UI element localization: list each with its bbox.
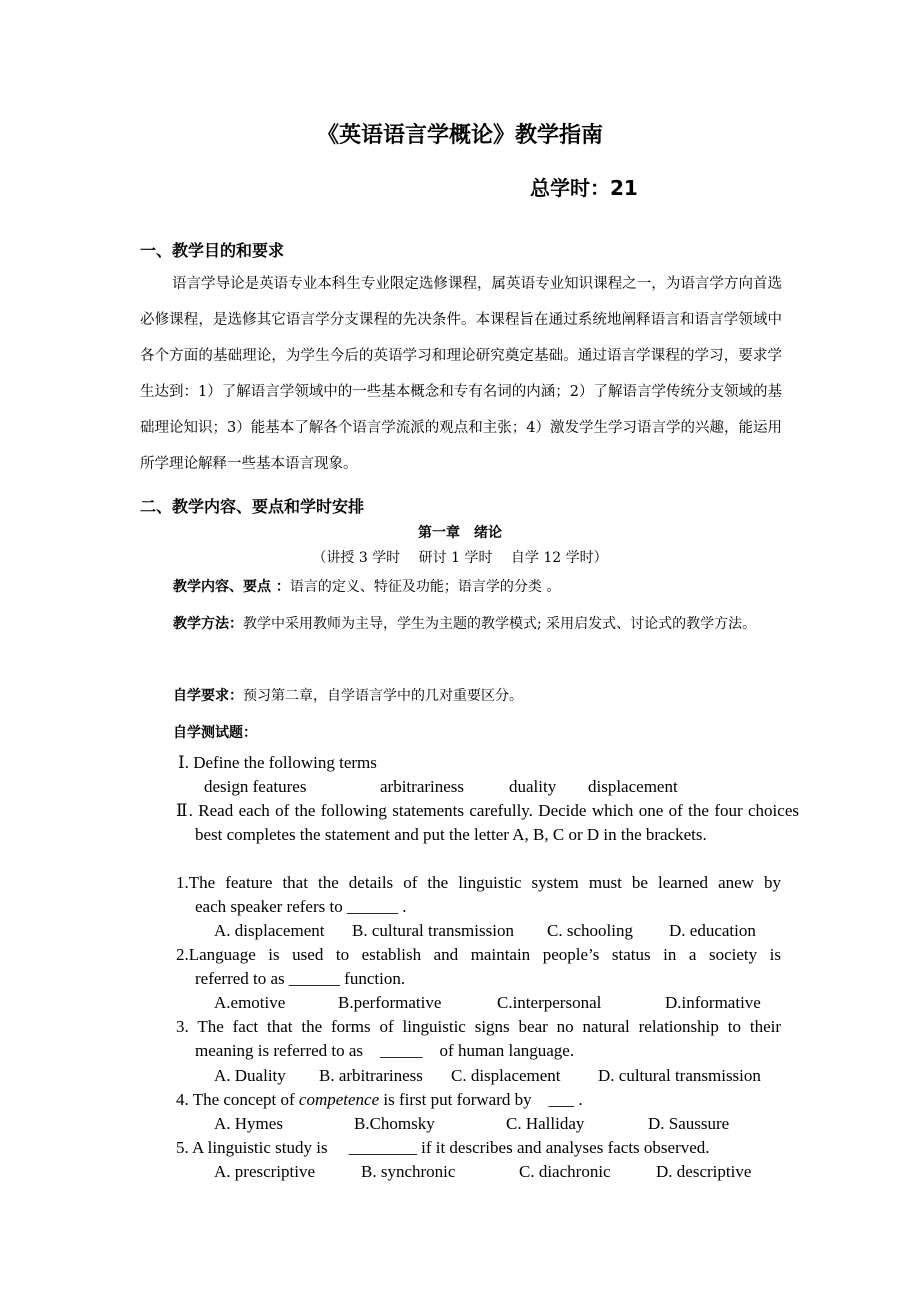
q4-stem-em: competence <box>298 1090 380 1109</box>
q5-option-b: B. synchronic <box>361 1162 456 1181</box>
q3-option-c: C. displacement <box>451 1066 561 1085</box>
q2-option-a: A.emotive <box>214 993 286 1012</box>
q2-stem-line1: 2.Language is used to establish and maintain people’s status in a society is <box>176 945 781 964</box>
content-text: 语言的定义、特征及功能；语言学的分类 。 <box>289 579 561 595</box>
q5-stem: 5. A linguistic study is ________ if it describes and analyses facts observed. <box>176 1138 710 1157</box>
chapter-title-text: 第一章 绪论 <box>418 525 502 541</box>
test-label: 自学测试题： <box>173 725 257 741</box>
q4-stem-pre: 4. The concept of <box>176 1090 299 1109</box>
q5-option-d: D. descriptive <box>656 1162 752 1181</box>
q1-option-c: C. schooling <box>547 921 633 940</box>
total-hours: 总学时：21 <box>530 176 638 200</box>
q4-stem-post: is first put forward by ___ . <box>379 1090 583 1109</box>
q5-option-c: C. diachronic <box>519 1162 611 1181</box>
method-line <box>140 606 782 642</box>
selfstudy-line <box>173 678 783 714</box>
q3-option-d: D. cultural transmission <box>598 1066 761 1085</box>
q4-option-b: B.Chomsky <box>354 1114 435 1133</box>
part1-label: Ⅰ. Define the following terms <box>178 753 377 772</box>
content-line <box>173 569 783 605</box>
part2-label: Ⅱ. Read each of the following statements carefully. Decide which one of the four choices best completes the statement and put the letter A, B, C or D in the brackets. <box>176 801 799 844</box>
q3-option-a: A. Duality <box>214 1066 286 1085</box>
q4-option-c: C. Halliday <box>506 1114 585 1133</box>
term-displacement: displacement <box>588 777 678 796</box>
term-arbitrariness: arbitrariness <box>380 777 465 796</box>
q1-option-a: A. displacement <box>214 921 325 940</box>
q2-option-b: B.performative <box>338 993 442 1012</box>
q2-stem-line2: referred to as ______ function. <box>195 969 406 988</box>
term-design-features: design features <box>204 777 307 796</box>
q3-stem-line2: meaning is referred to as _____ of human language. <box>195 1041 575 1060</box>
q5-option-a: A. prescriptive <box>214 1162 316 1181</box>
q1-stem-line1: 1.The feature that the details of the linguistic system must be learned anew by <box>176 873 781 892</box>
q3-stem-line1: 3. The fact that the forms of linguistic signs bear no natural relationship to their <box>176 1017 781 1036</box>
q4-option-a: A. Hymes <box>214 1114 283 1133</box>
term-duality: duality <box>509 777 557 796</box>
selfstudy-text: 预习第二章，自学语言学中的几对重要区分。 <box>243 688 523 704</box>
method-label: 教学方法： <box>173 616 243 632</box>
q2-option-c: C.interpersonal <box>497 993 602 1012</box>
q1-option-b: B. cultural transmission <box>352 921 514 940</box>
q4-option-d: D. Saussure <box>648 1114 730 1133</box>
method-text: 教学中采用教师为主导，学生为主题的教学模式; 采用启发式、讨论式的教学方法。 <box>243 616 757 632</box>
q1-stem-line2: each speaker refers to ______ . <box>195 897 407 916</box>
test-label-line <box>173 715 783 751</box>
q1-option-d: D. education <box>669 921 756 940</box>
q3-option-b: B. arbitrariness <box>319 1066 423 1085</box>
chapter-title <box>0 522 920 542</box>
content-label: 教学内容、要点 ： <box>173 579 290 595</box>
selfstudy-label: 自学要求： <box>173 688 243 704</box>
document-title: 《英语语言学概论》教学指南 <box>316 123 603 148</box>
section1-heading: 一、教学目的和要求 <box>140 241 285 260</box>
q4-stem <box>176 1088 583 1112</box>
section2-heading: 二、教学内容、要点和学时安排 <box>140 497 365 516</box>
section1-paragraph: 语言学导论是英语专业本科生专业限定选修课程，属英语专业知识课程之一，为语言学方向首选必修课程，是选修其它语言学分支课程的先决条件。本课程旨在通过系统地阐释语言和语言学领域中各个方面的基础理论，为学生今后的英语学习和理论研究奠定基础。通过语言学课程的学习，要求学生达到：1）了解语言学领域中的一些基本概念和专有名词的内涵；2）了解语言学传统分支领域的基础理论知识；3）能基本了解各个语言学流派的观点和主张；4）激发学生学习语言学的兴趣，能运用所学理论解释一些基本语言现象。 <box>140 276 782 472</box>
q2-option-d: D.informative <box>665 993 761 1012</box>
chapter-hours: （讲授 3 学时 研讨 1 学时 自学 12 学时） <box>312 550 608 566</box>
